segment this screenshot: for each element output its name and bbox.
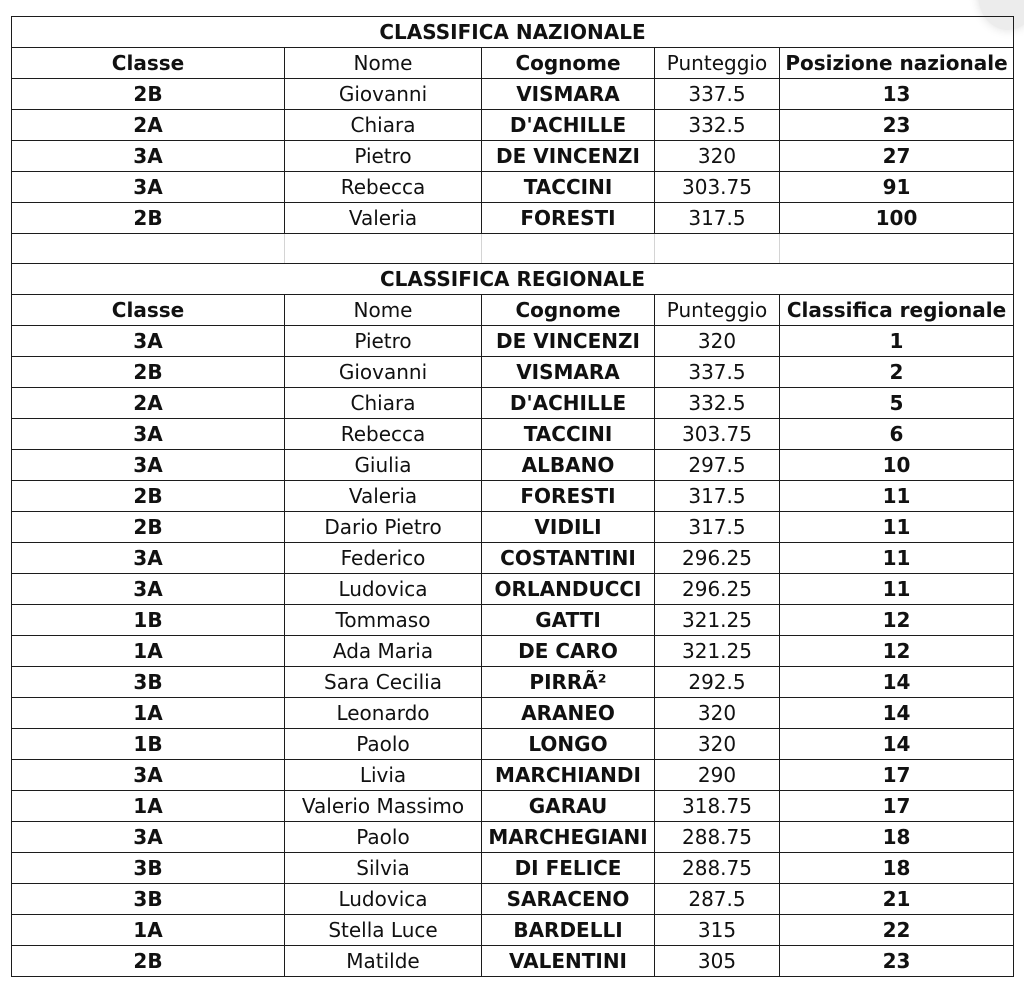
regional-cell: Stella Luce (285, 915, 482, 946)
empty-cell (780, 234, 1014, 264)
regional-cell: 18 (780, 853, 1014, 884)
national-column-header: Classe (12, 48, 285, 79)
empty-cell (12, 234, 285, 264)
regional-cell: ALBANO (482, 450, 655, 481)
regional-cell: 1A (12, 791, 285, 822)
regional-cell: 1A (12, 698, 285, 729)
regional-cell: PIRRÃ² (482, 667, 655, 698)
regional-cell: Ludovica (285, 884, 482, 915)
regional-cell: 2A (12, 388, 285, 419)
regional-table-row (12, 605, 1014, 636)
national-cell: 3A (12, 172, 285, 203)
regional-cell: 1A (12, 915, 285, 946)
national-cell: 317.5 (655, 203, 780, 234)
regional-cell: TACCINI (482, 419, 655, 450)
national-title: CLASSIFICA NAZIONALE (12, 17, 1014, 48)
regional-cell: 317.5 (655, 512, 780, 543)
regional-cell: 2B (12, 512, 285, 543)
regional-cell: 321.25 (655, 636, 780, 667)
regional-cell: 3A (12, 543, 285, 574)
regional-table-row (12, 853, 1014, 884)
national-header-row (12, 48, 1014, 79)
national-cell: 3A (12, 141, 285, 172)
regional-cell: 12 (780, 636, 1014, 667)
ranking-sheet (11, 16, 1014, 977)
regional-cell: VISMARA (482, 357, 655, 388)
national-column-header: Punteggio (655, 48, 780, 79)
national-cell: 303.75 (655, 172, 780, 203)
regional-cell: 1B (12, 605, 285, 636)
national-table-row (12, 203, 1014, 234)
regional-cell: Leonardo (285, 698, 482, 729)
regional-table-row (12, 543, 1014, 574)
regional-cell: D'ACHILLE (482, 388, 655, 419)
regional-table-row (12, 326, 1014, 357)
regional-cell: ORLANDUCCI (482, 574, 655, 605)
regional-cell: DE VINCENZI (482, 326, 655, 357)
regional-cell: Matilde (285, 946, 482, 977)
regional-cell: 2B (12, 357, 285, 388)
national-column-header: Nome (285, 48, 482, 79)
regional-cell: 14 (780, 729, 1014, 760)
regional-cell: 315 (655, 915, 780, 946)
regional-table-row (12, 419, 1014, 450)
regional-table-row (12, 822, 1014, 853)
regional-table-row (12, 760, 1014, 791)
regional-cell: DE CARO (482, 636, 655, 667)
regional-table-row (12, 450, 1014, 481)
regional-cell: 11 (780, 481, 1014, 512)
regional-table-row (12, 729, 1014, 760)
regional-cell: 3A (12, 574, 285, 605)
empty-cell (482, 234, 655, 264)
regional-cell: 288.75 (655, 853, 780, 884)
national-cell: 2B (12, 79, 285, 110)
regional-cell: VIDILI (482, 512, 655, 543)
regional-cell: 320 (655, 729, 780, 760)
regional-cell: 296.25 (655, 574, 780, 605)
national-cell: Valeria (285, 203, 482, 234)
regional-cell: 5 (780, 388, 1014, 419)
national-cell: 2A (12, 110, 285, 141)
regional-cell: Rebecca (285, 419, 482, 450)
regional-table-row (12, 946, 1014, 977)
regional-cell: 318.75 (655, 791, 780, 822)
regional-column-header: Cognome (482, 295, 655, 326)
regional-cell: 320 (655, 326, 780, 357)
national-cell: Chiara (285, 110, 482, 141)
regional-cell: GATTI (482, 605, 655, 636)
regional-cell: 1B (12, 729, 285, 760)
national-cell: Pietro (285, 141, 482, 172)
national-cell: TACCINI (482, 172, 655, 203)
regional-column-header: Nome (285, 295, 482, 326)
national-cell: Giovanni (285, 79, 482, 110)
regional-table-row (12, 357, 1014, 388)
regional-cell: Silvia (285, 853, 482, 884)
regional-cell: 11 (780, 543, 1014, 574)
national-table-row (12, 110, 1014, 141)
regional-cell: BARDELLI (482, 915, 655, 946)
regional-table-row (12, 791, 1014, 822)
regional-column-header: Classe (12, 295, 285, 326)
regional-cell: 17 (780, 760, 1014, 791)
regional-cell: 11 (780, 574, 1014, 605)
regional-cell: 2B (12, 946, 285, 977)
regional-table-row (12, 512, 1014, 543)
regional-cell: Valerio Massimo (285, 791, 482, 822)
regional-header-row (12, 295, 1014, 326)
empty-cell (655, 234, 780, 264)
national-cell: 91 (780, 172, 1014, 203)
regional-cell: 317.5 (655, 481, 780, 512)
regional-cell: 332.5 (655, 388, 780, 419)
regional-cell: DI FELICE (482, 853, 655, 884)
regional-cell: 337.5 (655, 357, 780, 388)
national-cell: 337.5 (655, 79, 780, 110)
regional-cell: 296.25 (655, 543, 780, 574)
regional-cell: Paolo (285, 822, 482, 853)
regional-cell: MARCHEGIANI (482, 822, 655, 853)
regional-cell: Ludovica (285, 574, 482, 605)
regional-cell: Paolo (285, 729, 482, 760)
regional-table-row (12, 915, 1014, 946)
regional-column-header: Punteggio (655, 295, 780, 326)
regional-cell: VALENTINI (482, 946, 655, 977)
national-cell: D'ACHILLE (482, 110, 655, 141)
regional-cell: 3A (12, 822, 285, 853)
national-title-row (12, 17, 1014, 48)
regional-cell: 3B (12, 667, 285, 698)
regional-cell: 3A (12, 450, 285, 481)
national-column-header: Posizione nazionale (780, 48, 1014, 79)
regional-cell: 10 (780, 450, 1014, 481)
regional-cell: 22 (780, 915, 1014, 946)
national-cell: 2B (12, 203, 285, 234)
regional-title-row (12, 264, 1014, 295)
regional-cell: Giovanni (285, 357, 482, 388)
regional-cell: 18 (780, 822, 1014, 853)
regional-cell: COSTANTINI (482, 543, 655, 574)
national-cell: 27 (780, 141, 1014, 172)
regional-table-row (12, 481, 1014, 512)
national-cell: 23 (780, 110, 1014, 141)
regional-cell: 303.75 (655, 419, 780, 450)
regional-cell: 14 (780, 698, 1014, 729)
national-cell: 100 (780, 203, 1014, 234)
regional-cell: 3A (12, 419, 285, 450)
regional-cell: 6 (780, 419, 1014, 450)
national-column-header: Cognome (482, 48, 655, 79)
regional-table-row (12, 574, 1014, 605)
regional-table-row (12, 636, 1014, 667)
regional-table-row (12, 667, 1014, 698)
regional-cell: Tommaso (285, 605, 482, 636)
regional-cell: 2B (12, 481, 285, 512)
regional-cell: SARACENO (482, 884, 655, 915)
regional-cell: 17 (780, 791, 1014, 822)
regional-cell: 3A (12, 326, 285, 357)
regional-column-header: Classifica regionale (780, 295, 1014, 326)
national-cell: FORESTI (482, 203, 655, 234)
regional-cell: ARANEO (482, 698, 655, 729)
regional-cell: Giulia (285, 450, 482, 481)
national-cell: Rebecca (285, 172, 482, 203)
national-cell: 332.5 (655, 110, 780, 141)
regional-cell: Federico (285, 543, 482, 574)
regional-cell: 321.25 (655, 605, 780, 636)
regional-cell: Ada Maria (285, 636, 482, 667)
national-table-row (12, 79, 1014, 110)
regional-cell: 3A (12, 760, 285, 791)
regional-table-row (12, 698, 1014, 729)
regional-table-row (12, 388, 1014, 419)
regional-cell: 288.75 (655, 822, 780, 853)
regional-cell: FORESTI (482, 481, 655, 512)
regional-cell: 12 (780, 605, 1014, 636)
national-cell: 13 (780, 79, 1014, 110)
regional-cell: 1 (780, 326, 1014, 357)
regional-cell: 3B (12, 884, 285, 915)
regional-cell: 11 (780, 512, 1014, 543)
regional-cell: Sara Cecilia (285, 667, 482, 698)
regional-cell: Dario Pietro (285, 512, 482, 543)
regional-title: CLASSIFICA REGIONALE (12, 264, 1014, 295)
regional-cell: LONGO (482, 729, 655, 760)
regional-cell: MARCHIANDI (482, 760, 655, 791)
regional-cell: 287.5 (655, 884, 780, 915)
national-cell: VISMARA (482, 79, 655, 110)
regional-cell: 23 (780, 946, 1014, 977)
regional-cell: Pietro (285, 326, 482, 357)
regional-cell: 1A (12, 636, 285, 667)
national-cell: DE VINCENZI (482, 141, 655, 172)
regional-cell: 14 (780, 667, 1014, 698)
national-table-row (12, 141, 1014, 172)
regional-cell: Chiara (285, 388, 482, 419)
regional-cell: 320 (655, 698, 780, 729)
empty-cell (285, 234, 482, 264)
regional-cell: Valeria (285, 481, 482, 512)
regional-cell: 3B (12, 853, 285, 884)
regional-cell: Livia (285, 760, 482, 791)
regional-cell: 21 (780, 884, 1014, 915)
regional-cell: 290 (655, 760, 780, 791)
regional-cell: 305 (655, 946, 780, 977)
national-table-row (12, 172, 1014, 203)
spacer-row (12, 234, 1014, 264)
regional-cell: 292.5 (655, 667, 780, 698)
regional-cell: 297.5 (655, 450, 780, 481)
regional-cell: 2 (780, 357, 1014, 388)
regional-table-row (12, 884, 1014, 915)
regional-cell: GARAU (482, 791, 655, 822)
national-cell: 320 (655, 141, 780, 172)
